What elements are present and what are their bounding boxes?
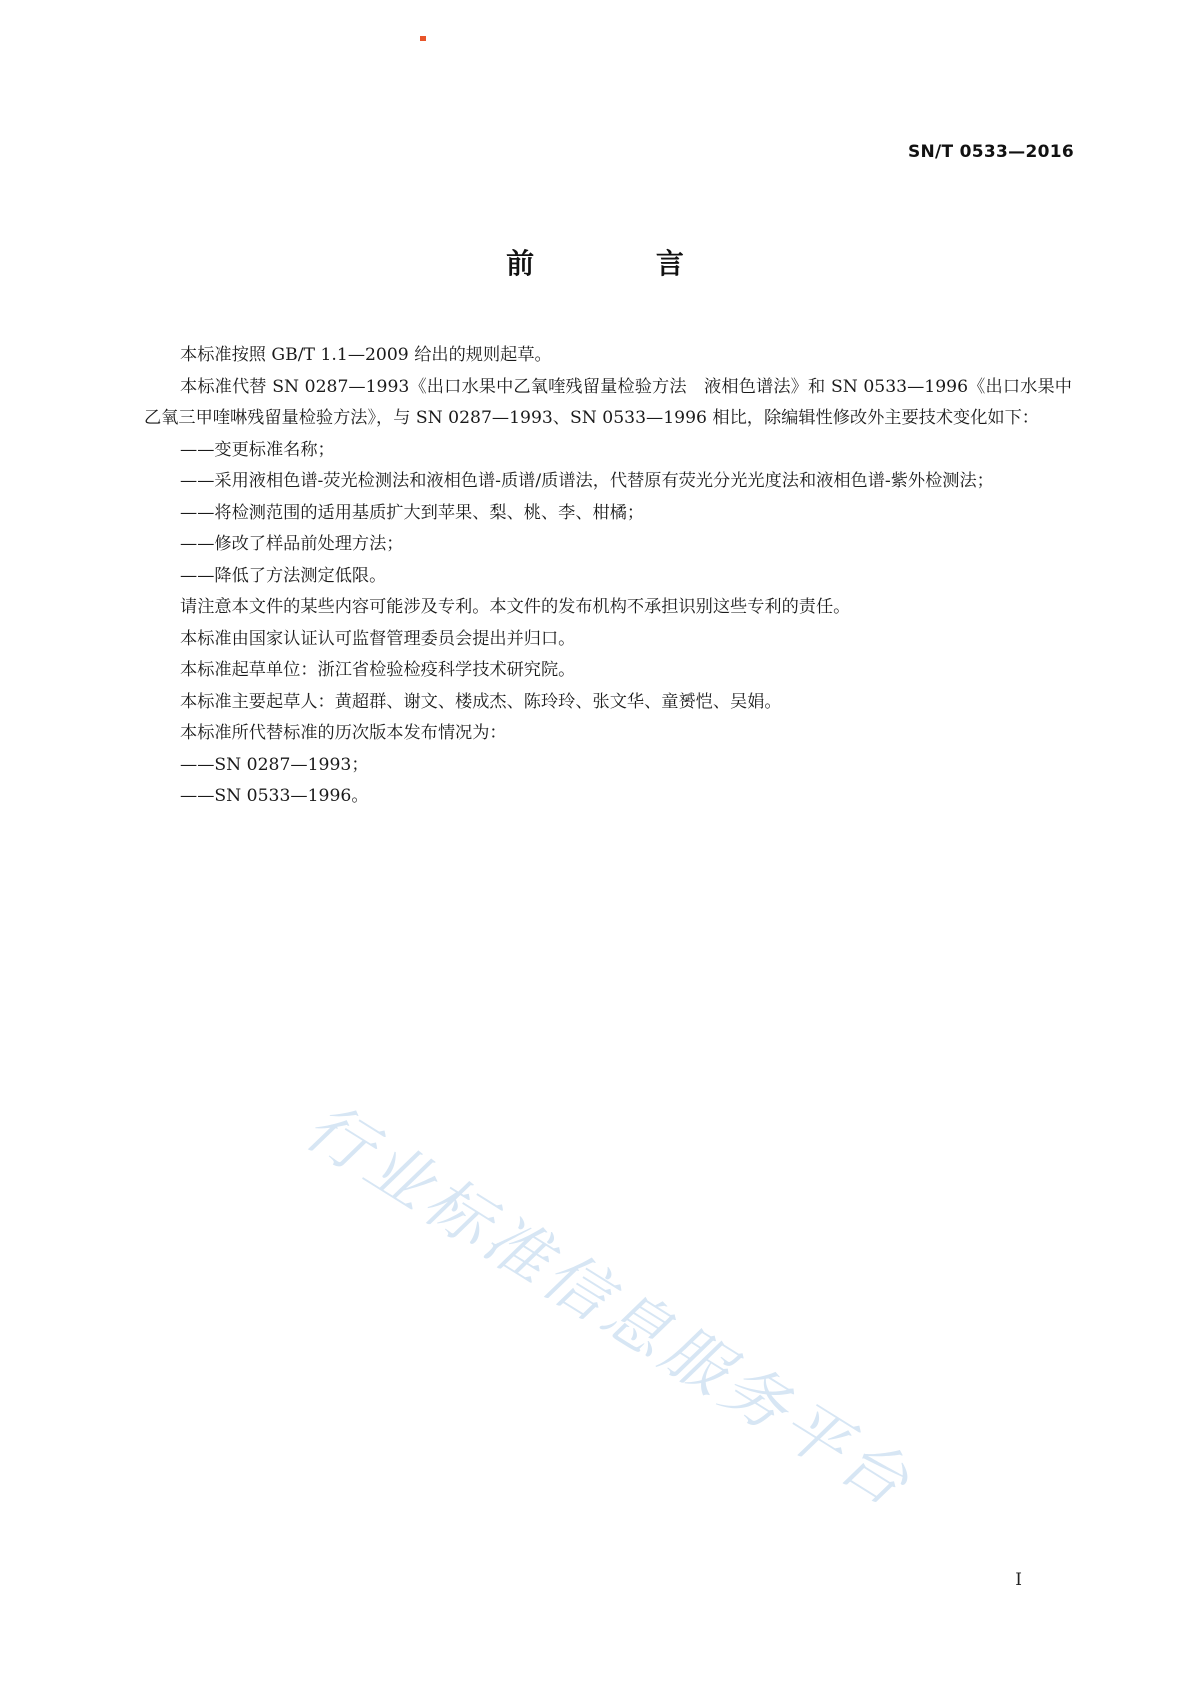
paragraph-proposer: 本标准由国家认证认可监督管理委员会提出并归口。 — [180, 628, 576, 649]
paragraph-patent-notice: 请注意本文件的某些内容可能涉及专利。本文件的发布机构不承担识别这些专利的责任。 — [180, 597, 851, 617]
paragraph-drafting-unit: 本标准起草单位：浙江省检验检疫科学技术研究院。 — [180, 660, 576, 680]
page-number: I — [1015, 1570, 1022, 1590]
change-item-pretreatment: ——修改了样品前处理方法； — [180, 534, 404, 554]
foreword-body — [144, 340, 1072, 813]
paragraph-drafting-rules: 本标准按照 GB/T 1.1—2009 给出的规则起草。 — [180, 345, 552, 365]
paragraph-drafters: 本标准主要起草人：黄超群、谢文、楼成杰、陈玲玲、张文华、童赟恺、吴娟。 — [180, 691, 782, 712]
page-title: 前 言 — [506, 247, 740, 280]
standard-code: SN/T 0533—2016 — [907, 142, 1074, 162]
history-item-1996: ——SN 0533—1996。 — [180, 786, 369, 806]
paragraph-replaces: 本标准代替 SN 0287—1993《出口水果中乙氧喹残留量检验方法 液相色谱法》和 SN 0533—1996《出口水果中乙氧三甲喹啉残留量检验方法》，与 SN 0287—1993、SN 0533—1996 相比，除编辑性修改外主要技术变化如下： — [144, 376, 1072, 428]
change-item-lod: ——降低了方法测定低限。 — [180, 565, 387, 586]
paragraph-history-intro: 本标准所代替标准的历次版本发布情况为： — [180, 723, 507, 743]
history-item-1993: ——SN 0287—1993； — [180, 754, 369, 775]
watermark: 行业标准信息服务平台 — [292, 1089, 926, 1524]
change-item-name: ——变更标准名称； — [180, 439, 335, 460]
orange-mark — [420, 36, 426, 41]
change-item-scope: ——将检测范围的适用基质扩大到苹果、梨、桃、李、柑橘； — [180, 502, 645, 523]
change-item-methods: ——采用液相色谱-荧光检测法和液相色谱-质谱/质谱法，代替原有荧光分光光度法和液相色谱-紫外检测法； — [180, 471, 994, 491]
